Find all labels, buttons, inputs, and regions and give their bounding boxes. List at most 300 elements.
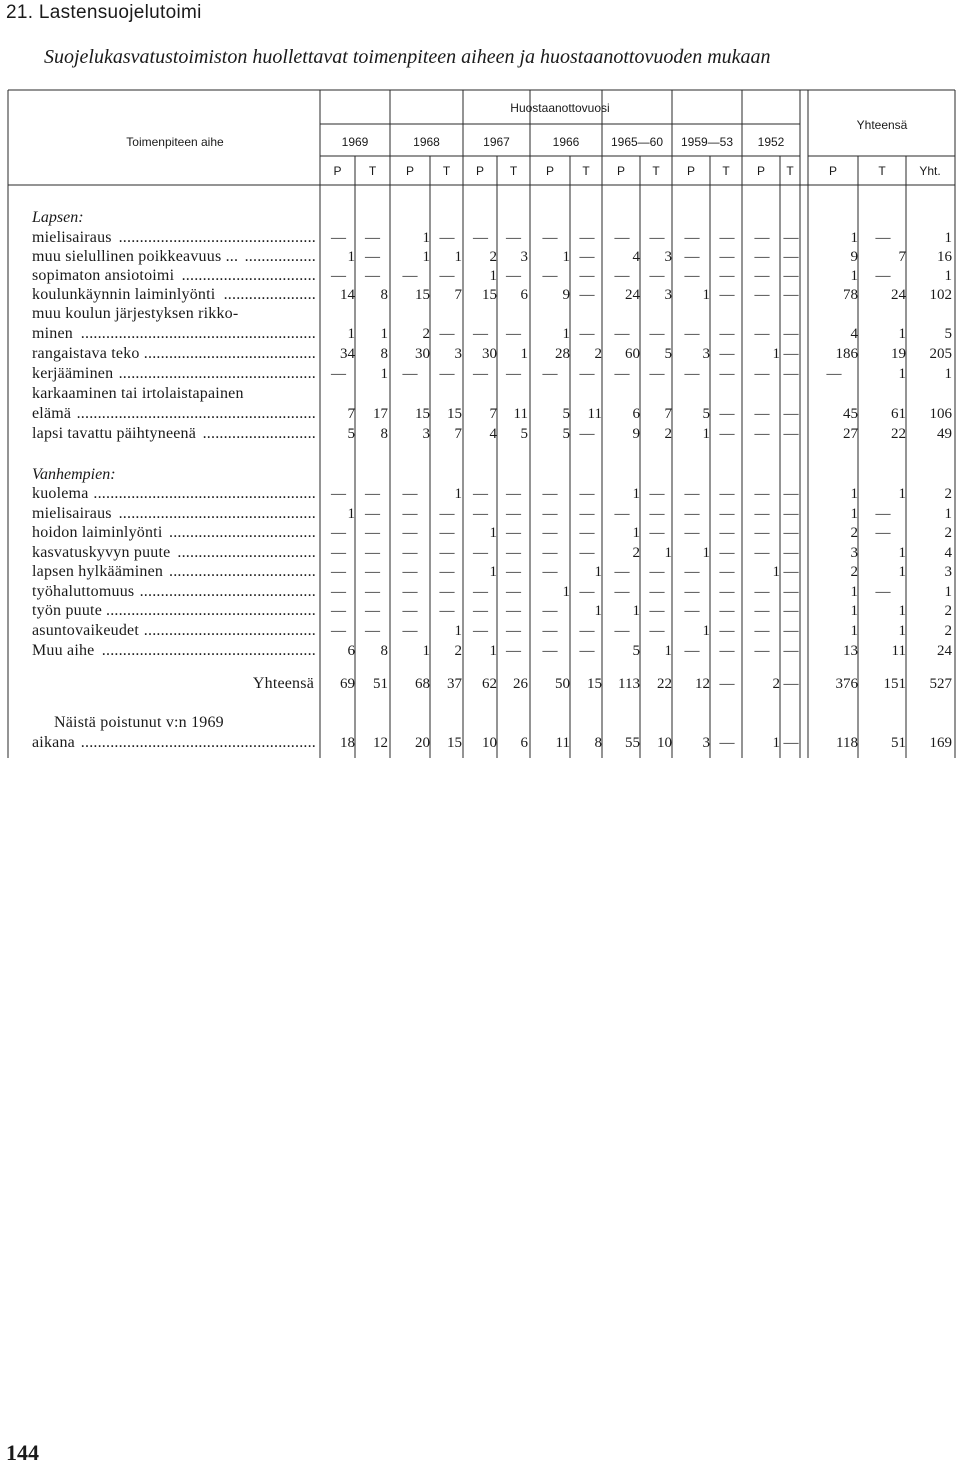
page-number: 144 [6,1440,39,1465]
data-cell: 3 [664,287,672,303]
data-cell: — [402,366,418,382]
data-cell: 1 [702,623,710,639]
data-cell: 14 [340,287,355,303]
data-cell: — [754,603,770,619]
table-row [32,305,952,342]
t-header: T [368,164,377,178]
data-cell: 1 [422,249,430,265]
data-cell: 527 [929,676,952,692]
data-cell: — [875,584,891,600]
data-cell: — [506,564,521,580]
data-cell: 4 [632,249,640,265]
table-row [32,583,952,600]
table-row [32,563,952,580]
data-cell: 34 [340,346,355,362]
data-cell: 1 [898,603,906,619]
data-cell: 7 [454,287,462,303]
data-cell: 69 [340,676,355,692]
data-cell: 1 [520,346,528,362]
t-header: T [509,164,518,178]
data-cell: — [579,506,595,522]
data-cell: 15 [587,676,602,692]
data-cell: 5 [664,346,672,362]
data-cell: — [365,584,380,600]
data-cell: — [754,230,770,246]
data-cell: 8 [380,287,388,303]
data-cell: — [754,426,770,442]
data-cell: 3 [520,249,528,265]
data-cell: 68 [415,676,430,692]
data-cell: — [365,506,380,522]
data-cell: — [439,366,455,382]
data-cell: — [684,603,700,619]
data-cell: — [579,249,595,265]
data-cell: — [331,230,346,246]
row-label: koulunkäynnin laiminlyönti [32,286,216,303]
data-cell: 1 [380,326,388,342]
p-header: P [475,164,485,178]
table-row [32,544,953,561]
data-cell: — [579,545,595,561]
p-header: P [616,164,626,178]
data-cell: — [719,623,735,639]
data-cell: 15 [447,735,462,751]
data-cell: — [331,564,346,580]
data-cell: 1 [489,525,497,541]
data-cell: 2 [850,564,858,580]
leader-dots: ......................................... [143,622,316,639]
removed-label: aikana [32,734,75,751]
table-row [32,345,952,362]
data-cell: 24 [891,287,906,303]
data-cell: 1 [850,230,858,246]
data-cell: 1 [772,346,780,362]
data-cell: — [754,486,770,502]
table-row [32,248,953,265]
data-cell: — [783,406,799,422]
total-row [253,675,953,692]
yht-header: Yht. [919,164,941,178]
data-cell: — [719,426,735,442]
data-cell: 1 [347,249,355,265]
data-cell: — [365,486,380,502]
data-cell: 3 [944,564,952,580]
data-cell: — [719,346,735,362]
data-cell: — [614,230,630,246]
data-cell: 11 [587,406,602,422]
leader-dots: .................................................. [106,602,316,619]
data-cell: — [402,486,418,502]
data-cell: 5 [562,426,570,442]
data-cell: — [783,676,799,692]
data-cell: 1 [772,564,780,580]
data-cell: — [579,525,595,541]
table-row [32,485,952,502]
data-cell: — [684,326,700,342]
data-cell: — [754,525,770,541]
data-cell: — [331,623,346,639]
data-cell: — [506,545,521,561]
year-header-6: 1952 [757,135,785,149]
table-row [32,642,953,659]
data-cell: — [754,406,770,422]
data-cell: 376 [835,676,858,692]
data-cell: 28 [555,346,570,362]
data-cell: — [506,623,521,639]
data-cell: — [684,525,700,541]
row-label: lapsen hylkääminen [32,563,164,580]
year-header-1: 1968 [413,135,440,149]
p-header: P [405,164,415,178]
data-cell: — [542,603,558,619]
data-cell: — [579,366,595,382]
data-cell: 5 [520,426,528,442]
data-cell: 1 [562,326,570,342]
data-cell: 3 [702,735,710,751]
data-cell: — [506,326,521,342]
data-cell: — [579,326,595,342]
page-heading: 21. Lastensuojelutoimi [6,2,202,23]
data-cell: 15 [415,406,430,422]
row-label: työhaluttomuus [32,583,135,600]
data-cell: 61 [891,406,906,422]
data-cell: — [649,366,665,382]
data-cell: — [439,525,455,541]
data-cell: 5 [562,406,570,422]
data-cell: 1 [898,326,906,342]
data-cell: 27 [843,426,858,442]
data-cell: — [754,584,770,600]
data-cell: — [542,643,558,659]
data-cell: — [542,525,558,541]
row-label: elämä [32,405,72,422]
data-cell: — [579,268,595,284]
data-cell: — [719,486,735,502]
data-cell: 118 [836,735,858,751]
data-cell: 3 [454,346,462,362]
data-cell: 1 [850,486,858,502]
table-row [32,286,952,303]
data-cell: 15 [415,287,430,303]
data-cell: — [649,623,665,639]
data-cell: 2 [454,643,462,659]
p-header: P [756,164,766,178]
leader-dots: ................................... [169,524,316,541]
data-cell: 205 [929,346,952,362]
data-cell: — [783,735,799,751]
data-cell: — [783,326,799,342]
table-row [32,267,952,284]
data-cell: — [719,735,735,751]
data-cell: 4 [489,426,497,442]
leader-dots: ........................................................ [80,734,316,751]
data-cell: 7 [489,406,497,422]
data-cell: — [402,545,418,561]
data-cell: — [614,366,630,382]
p-header: P [686,164,696,178]
data-cell: — [719,584,735,600]
data-cell: 1 [850,603,858,619]
data-cell: 24 [625,287,640,303]
data-cell: — [473,486,488,502]
data-cell: — [783,545,799,561]
row-label: kuolema [32,485,89,502]
data-cell: — [684,249,700,265]
data-cell: — [719,643,735,659]
data-cell: — [649,230,665,246]
data-cell: 2 [944,603,952,619]
t-header: T [722,164,730,178]
data-cell: — [719,564,735,580]
data-cell: — [649,268,665,284]
data-cell: 51 [891,735,906,751]
data-cell: — [542,486,558,502]
data-cell: — [754,545,770,561]
data-cell: — [439,603,455,619]
data-cell: 4 [850,326,858,342]
data-cell: — [402,268,418,284]
data-cell: 1 [489,564,497,580]
p-header: P [333,164,342,178]
data-cell: 7 [347,406,355,422]
row-label: mielisairaus [32,505,112,522]
topic-header: Toimenpiteen aihe [126,135,224,149]
data-cell: 7 [454,426,462,442]
data-cell: — [719,249,735,265]
table-row [32,602,952,619]
t-header: T [878,164,886,178]
data-cell: — [684,268,700,284]
data-cell: — [365,564,380,580]
data-cell: 3 [702,346,710,362]
group-1 [32,466,953,659]
table-header [126,101,940,178]
data-cell: — [473,545,488,561]
data-cell: — [719,525,735,541]
data-cell: — [579,623,595,639]
data-cell: — [542,545,558,561]
year-header-3: 1966 [552,135,580,149]
data-cell: — [402,584,418,600]
data-cell: 1 [380,366,388,382]
row-label: kerjääminen [32,365,114,382]
data-cell: 12 [373,735,388,751]
data-cell: 11 [891,643,906,659]
data-cell: 2 [944,525,952,541]
year-header-5: 1959—53 [680,135,734,149]
data-cell: — [783,643,799,659]
data-cell: — [402,506,418,522]
table-row [32,229,952,246]
data-cell: 151 [883,676,906,692]
table-body [31,209,953,751]
t-header: T [442,164,451,178]
data-cell: 6 [520,287,528,303]
data-cell: — [649,564,665,580]
data-cell: 37 [447,676,462,692]
data-cell: — [365,249,380,265]
data-cell: 1 [898,545,906,561]
data-cell: — [826,366,842,382]
t-header: T [582,164,590,178]
leader-dots: ................................. [177,544,316,561]
data-cell: 5 [347,426,355,442]
data-cell: — [506,525,521,541]
data-cell: 1 [454,623,462,639]
row-label: muu koulun järjestyksen rikko- [32,305,239,322]
row-label: työn puute [32,602,102,619]
data-cell: 169 [929,735,952,751]
table-title: Suojelukasvatustoimiston huollettavat toimenpiteen aiheen ja huostaanottovuoden mukaan [44,46,771,68]
data-cell: — [542,366,558,382]
data-cell: 113 [618,676,640,692]
row-label: minen [32,325,73,342]
data-cell: 1 [664,545,672,561]
data-cell: 22 [891,426,906,442]
data-cell: — [649,603,665,619]
data-cell: — [783,525,799,541]
data-cell: 2 [664,426,672,442]
data-cell: — [331,603,346,619]
data-cell: 2 [594,346,602,362]
data-cell: 1 [850,584,858,600]
data-cell: — [542,623,558,639]
data-cell: 3 [850,545,858,561]
data-cell: — [506,584,521,600]
data-cell: 10 [657,735,672,751]
data-cell: — [754,287,770,303]
data-cell: — [783,268,799,284]
data-cell: 1 [632,486,640,502]
data-cell: 1 [898,623,906,639]
leader-dots: ............................................... [118,229,316,246]
data-cell: — [875,268,891,284]
data-cell: 2 [944,486,952,502]
leader-dots: ......................................................... [76,405,316,422]
data-cell: 3 [422,426,430,442]
leader-dots: ............................................... [118,365,316,382]
data-cell: 1 [632,603,640,619]
data-cell: — [719,268,735,284]
total-label: Yhteensä [252,675,314,692]
data-cell: — [684,230,700,246]
data-cell: — [506,268,521,284]
data-cell: 2 [850,525,858,541]
year-header-2: 1967 [483,135,510,149]
data-cell: — [719,676,735,692]
data-cell: 26 [513,676,528,692]
data-cell: — [542,230,558,246]
data-cell: — [649,584,665,600]
data-cell: — [684,584,700,600]
data-cell: 6 [632,406,640,422]
data-cell: — [719,603,735,619]
data-cell: — [684,643,700,659]
leader-dots: ..................................................... [93,485,316,502]
data-cell: — [783,486,799,502]
data-cell: 1 [944,268,952,284]
data-cell: 6 [520,735,528,751]
data-cell: 1 [489,643,497,659]
data-cell: 45 [843,406,858,422]
data-cell: 12 [695,676,710,692]
data-cell: — [365,623,380,639]
data-cell: — [783,564,799,580]
data-cell: 19 [891,346,906,362]
data-cell: 11 [513,406,528,422]
data-cell: 1 [850,268,858,284]
group-title: Lapsen: [32,209,84,226]
data-cell: — [719,366,735,382]
data-cell: — [875,525,891,541]
data-cell: 1 [562,584,570,600]
data-cell: 1 [702,426,710,442]
t-header: T [786,164,794,178]
data-cell: 1 [850,506,858,522]
data-cell: 4 [944,545,952,561]
row-label: asuntovaikeudet [32,622,139,639]
removed-row [32,714,952,751]
data-cell: 1 [898,564,906,580]
data-cell: — [579,486,595,502]
data-cell: 7 [898,249,906,265]
p-header: P [828,164,838,178]
data-cell: — [754,249,770,265]
data-cell: — [649,326,665,342]
data-cell: — [402,603,418,619]
data-cell: — [402,564,418,580]
removed-label: Näistä poistunut v:n 1969 [54,714,224,731]
data-cell: — [783,366,799,382]
data-cell: — [506,366,521,382]
data-cell: 62 [482,676,497,692]
row-label: muu sielullinen poikkeavuus ... [32,248,239,265]
table-row [32,365,952,382]
data-cell: — [754,326,770,342]
data-cell: — [542,564,558,580]
data-cell: — [754,643,770,659]
data-cell: — [331,584,346,600]
data-cell: — [506,643,521,659]
data-cell: — [614,584,630,600]
data-cell: 8 [594,735,602,751]
data-cell: 1 [944,584,952,600]
data-cell: — [439,545,455,561]
data-cell: — [473,326,488,342]
data-cell: — [579,287,595,303]
data-cell: — [579,230,595,246]
data-cell: — [331,486,346,502]
data-cell: — [614,506,630,522]
data-cell: — [719,326,735,342]
data-cell: — [439,584,455,600]
data-cell: — [719,545,735,561]
data-cell: 18 [340,735,355,751]
data-cell: — [506,486,521,502]
table-row [32,622,952,639]
data-cell: 6 [347,643,355,659]
data-cell: — [614,623,630,639]
data-cell: 1 [594,564,602,580]
data-cell: 1 [489,268,497,284]
data-cell: — [579,426,595,442]
leader-dots: ........................................................ [80,325,316,342]
data-cell: — [473,623,488,639]
data-cell: — [649,506,665,522]
row-label: karkaaminen tai irtolaistapainen [32,385,244,402]
data-cell: — [365,545,380,561]
data-cell: 2 [944,623,952,639]
